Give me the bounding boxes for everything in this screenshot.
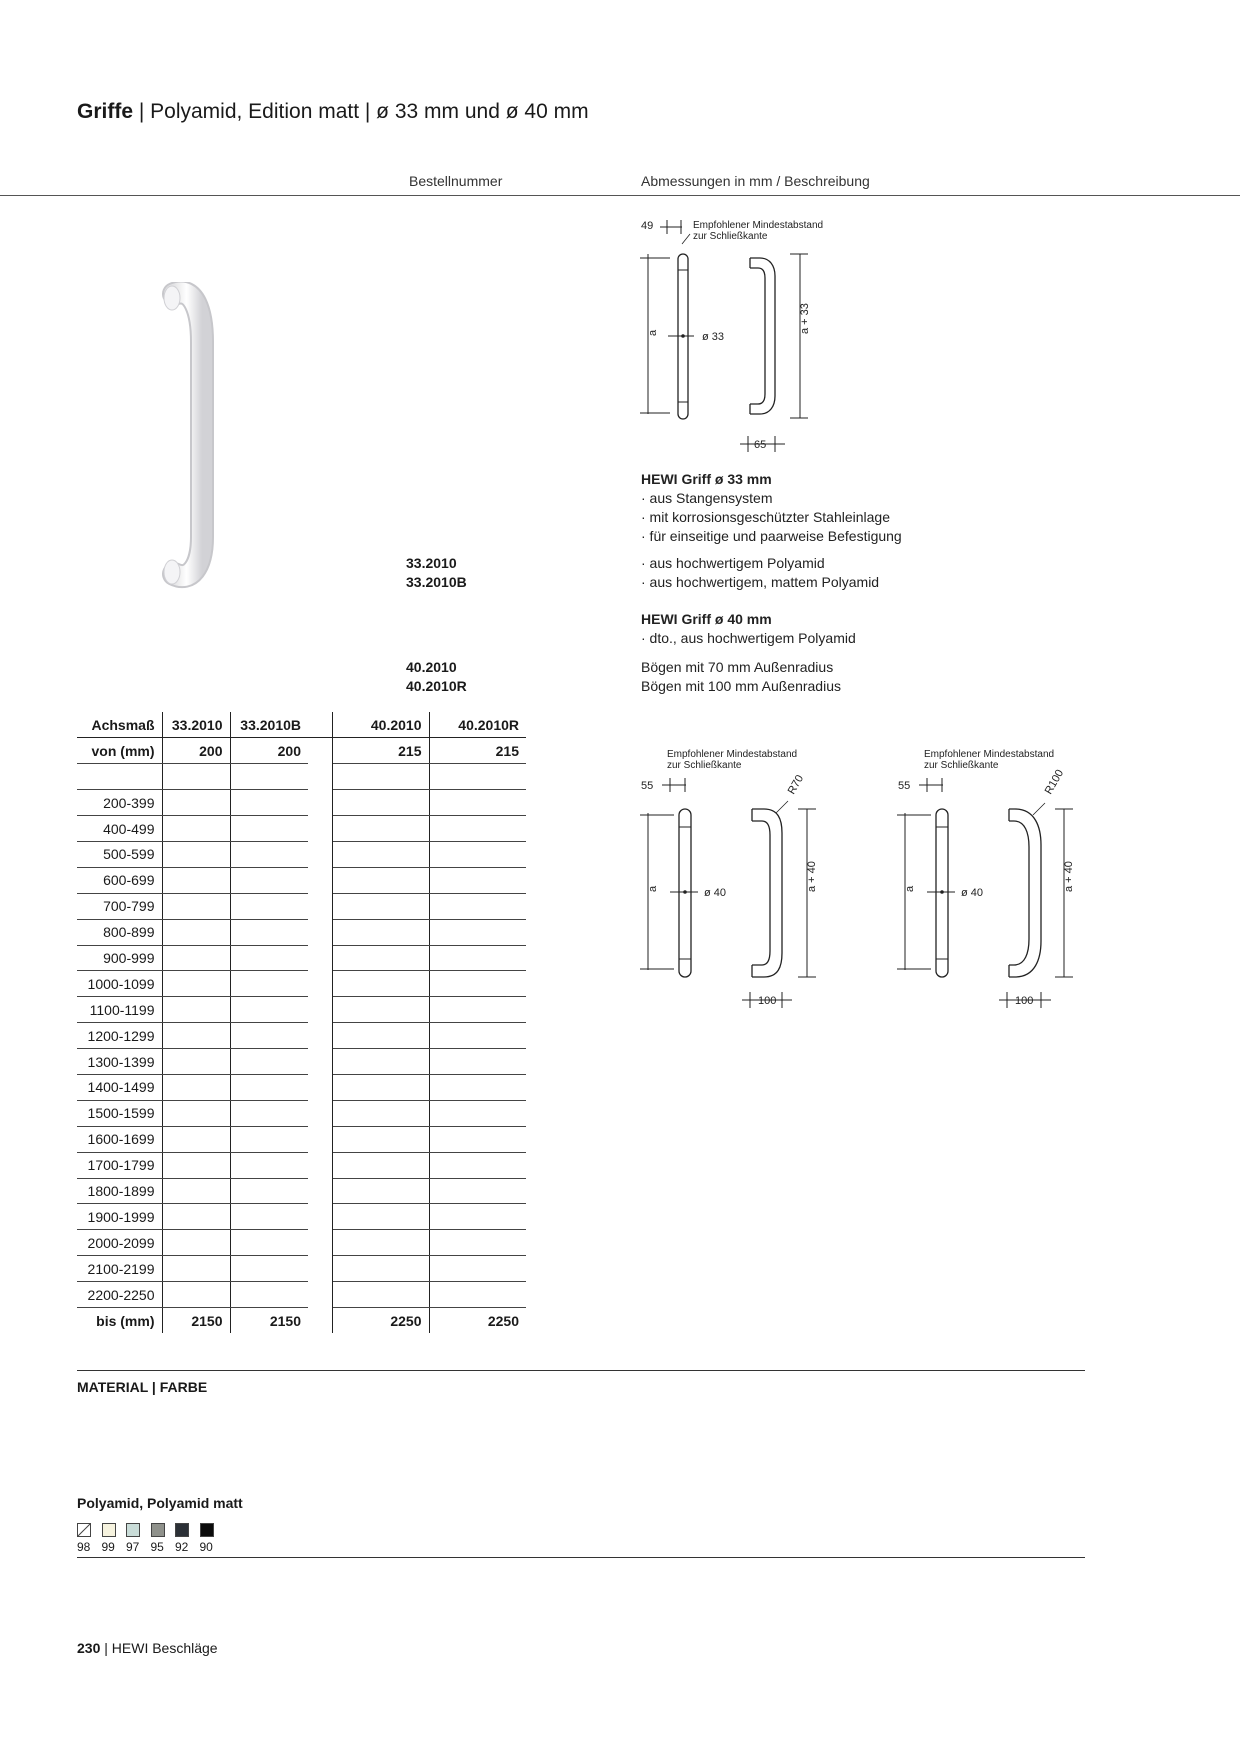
table-row: 400-499 (77, 816, 526, 842)
product-33-description: HEWI Griff ø 33 mm · aus Stangensystem · mit korrosionsgeschützter Stahleinlage · für einseitige und paarweise Befestigung (641, 471, 902, 544)
order-number-33-2010: 33.2010 (406, 555, 457, 571)
table-row: 1300-1399 (77, 1049, 526, 1075)
color-code-label: 92 (175, 1540, 189, 1554)
variant-desc-33-2010b: · aus hochwertigem, mattem Polyamid (641, 574, 880, 590)
column-header-order-number: Bestellnummer (409, 173, 503, 189)
table-row: 1000-1099 (77, 971, 526, 997)
order-number-40-2010: 40.2010 (406, 659, 457, 675)
table-row-bis: bis (mm) 2150 2150 2250 2250 (77, 1307, 526, 1333)
table-row: 200-399 (77, 790, 526, 816)
table-row: 600-699 (77, 867, 526, 893)
table-row: 1100-1199 (77, 997, 526, 1023)
table-row: 1200-1299 (77, 1023, 526, 1049)
page-title: Griffe | Polyamid, Edition matt | ø 33 mm und ø 40 mm (77, 100, 589, 123)
table-row: 1500-1599 (77, 1100, 526, 1126)
table-row: 900-999 (77, 945, 526, 971)
svg-text:a + 33: a + 33 (799, 303, 811, 334)
svg-text:55: 55 (898, 780, 911, 792)
color-code-label: 97 (126, 1540, 140, 1554)
table-header-row: Achsmaß 33.2010 33.2010B 40.2010 40.2010R (77, 712, 526, 738)
svg-text:zur Schließkante: zur Schließkante (924, 760, 999, 771)
technical-drawing-40-r70 (630, 745, 850, 1010)
material-bottom-divider (77, 1557, 1085, 1558)
variant-desc-40-2010: Bögen mit 70 mm Außenradius (641, 659, 834, 675)
color-swatch (102, 1523, 116, 1537)
svg-text:zur Schließkante: zur Schließkante (693, 231, 768, 242)
header-divider (0, 195, 1240, 196)
svg-text:ø 40: ø 40 (961, 887, 984, 899)
material-subheading: Polyamid, Polyamid matt (77, 1495, 243, 1511)
table-row: 800-899 (77, 919, 526, 945)
color-code-label: 99 (101, 1540, 115, 1554)
svg-text:100: 100 (1015, 995, 1034, 1007)
svg-text:a + 40: a + 40 (806, 861, 818, 892)
svg-text:55: 55 (641, 780, 654, 792)
table-row: 1700-1799 (77, 1152, 526, 1178)
color-code-label: 95 (150, 1540, 164, 1554)
svg-text:a + 40: a + 40 (1063, 861, 1075, 892)
svg-text:R70: R70 (785, 773, 807, 797)
table-row: 700-799 (77, 893, 526, 919)
svg-text:65: 65 (754, 439, 767, 451)
color-swatch (175, 1523, 189, 1537)
color-code-label: 98 (77, 1540, 91, 1554)
order-number-40-2010r: 40.2010R (406, 678, 467, 694)
material-heading: MATERIAL | FARBE (77, 1379, 208, 1395)
technical-drawing-33 (630, 212, 830, 457)
variant-desc-33-2010: · aus hochwertigem Polyamid (641, 555, 825, 571)
svg-text:a: a (647, 885, 659, 892)
technical-drawing-40-r100 (887, 745, 1107, 1010)
table-row-spacer (77, 764, 526, 790)
handle-photo (160, 282, 230, 592)
svg-text:Empfohlener Mindestabstand: Empfohlener Mindestabstand (924, 749, 1055, 760)
dimension-table (77, 712, 526, 1333)
page-footer: 230 | HEWI Beschläge (77, 1640, 218, 1656)
table-row: 2100-2199 (77, 1256, 526, 1282)
table-row: 1900-1999 (77, 1204, 526, 1230)
color-swatch (151, 1523, 165, 1537)
svg-text:100: 100 (758, 995, 777, 1007)
svg-text:a: a (647, 329, 659, 336)
column-header-dimensions: Abmessungen in mm / Beschreibung (641, 173, 870, 189)
color-code-label: 90 (199, 1540, 213, 1554)
table-row-von: von (mm) 200 200 215 215 (77, 738, 526, 764)
svg-text:R100: R100 (1042, 767, 1067, 797)
table-row: 1800-1899 (77, 1178, 526, 1204)
svg-text:zur Schließkante: zur Schließkante (667, 760, 742, 771)
svg-text:ø 40: ø 40 (704, 887, 727, 899)
color-swatch (77, 1523, 91, 1537)
table-row: 1400-1499 (77, 1074, 526, 1100)
color-swatch (126, 1523, 140, 1537)
variant-desc-40-2010r: Bögen mit 100 mm Außenradius (641, 678, 841, 694)
table-row: 2200-2250 (77, 1282, 526, 1308)
svg-text:Empfohlener Mindestabstand: Empfohlener Mindestabstand (693, 220, 824, 231)
svg-text:a: a (904, 885, 916, 892)
svg-text:Empfohlener Mindestabstand: Empfohlener Mindestabstand (667, 749, 798, 760)
svg-text:49: 49 (641, 220, 654, 232)
order-number-33-2010b: 33.2010B (406, 574, 467, 590)
table-row: 2000-2099 (77, 1230, 526, 1256)
svg-text:ø 33: ø 33 (702, 331, 725, 343)
material-top-divider (77, 1370, 1085, 1371)
table-row: 1600-1699 (77, 1126, 526, 1152)
product-40-description: HEWI Griff ø 40 mm · dto., aus hochwertigem Polyamid (641, 611, 856, 646)
table-row: 500-599 (77, 841, 526, 867)
color-swatch (200, 1523, 214, 1537)
